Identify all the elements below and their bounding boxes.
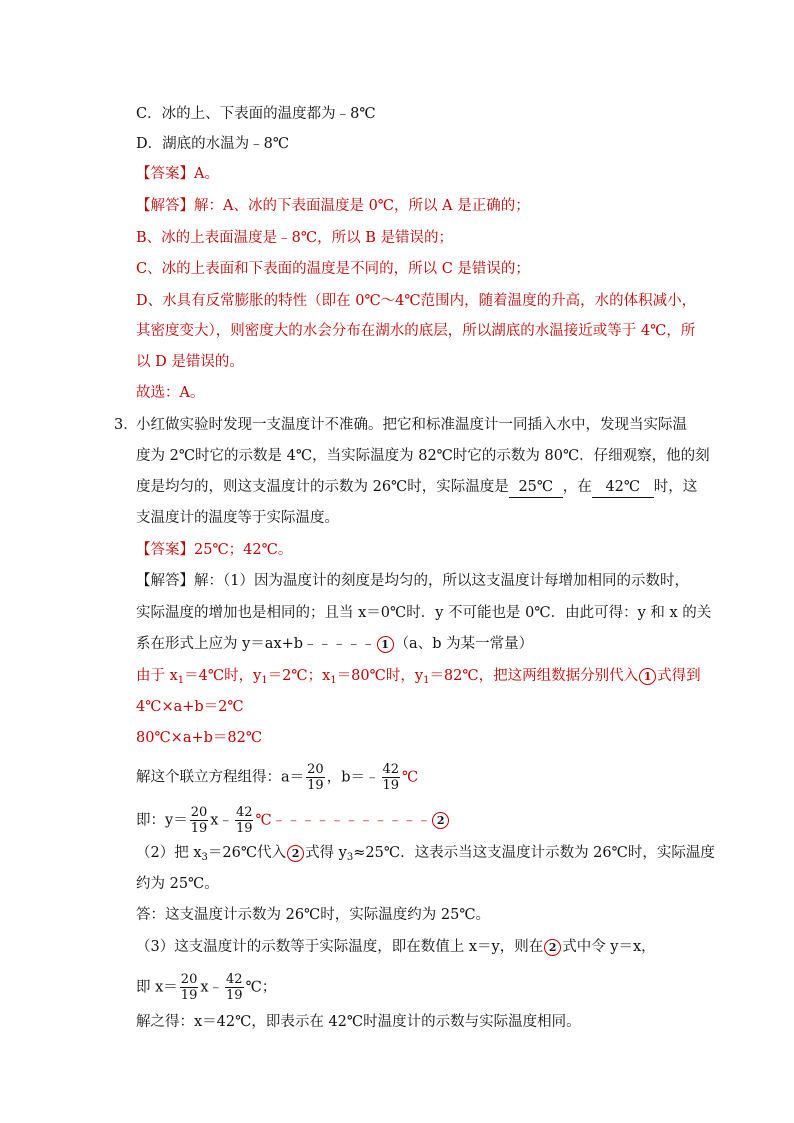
- q3-stem-1: 小红做实验时发现一支温度计不准确。把它和标准温度计一同插入水中，发现当实际温: [136, 417, 687, 433]
- q3-stem-3b: ，在: [562, 479, 592, 495]
- answer-blank-1: 25℃: [509, 477, 563, 498]
- q3-solution-3: [136, 634, 533, 654]
- q2-solution-head: 【解答】解：A、冰的下表面温度是 0℃，所以 A 是正确的；: [136, 198, 530, 214]
- sol4-f: 式得到: [657, 668, 701, 684]
- numerator: 20: [190, 805, 208, 820]
- ie-c: ℃﹣﹣﹣﹣﹣﹣﹣﹣﹣﹣﹣: [255, 812, 432, 829]
- denominator: 19: [226, 988, 243, 1003]
- part2-d: ≈25℃．这表示当这支温度计示数为 26℃时，实际温度: [353, 845, 715, 861]
- q2-solution-b: B、冰的上表面温度是﹣8℃，所以 B 是错误的；: [136, 230, 453, 246]
- numerator: 20: [307, 762, 324, 777]
- denominator: 19: [180, 988, 198, 1003]
- ie-a: 即：y＝: [136, 812, 188, 829]
- solve-c: ℃: [402, 769, 419, 786]
- denominator: 19: [235, 821, 253, 836]
- part3-c: 即 x＝: [136, 979, 178, 996]
- q3-solution-2: 实际温度的增加也是相同的；且当 x＝0℃时．y 不可能也是 0℃．由此可得：y 和 x 的关: [136, 605, 712, 621]
- q2-solution-d3: 以 D 是错误的。: [136, 354, 244, 370]
- solve-a: 解这个联立方程组得：a＝: [136, 769, 305, 786]
- q3-final: 解之得：x＝42℃，即表示在 42℃时温度计的示数与实际温度相同。: [136, 1014, 581, 1030]
- fraction: [235, 805, 254, 836]
- sol4-a: 由于 x: [136, 668, 178, 684]
- numerator: 42: [235, 805, 253, 820]
- q3-solution-3a: 系在形式上应为 y＝ax+b﹣﹣﹣﹣﹣: [136, 636, 376, 652]
- subscript: 1: [177, 675, 185, 686]
- part3-e: ℃；: [245, 979, 277, 996]
- solve-b: ，b＝﹣: [326, 769, 380, 786]
- ie-b: x﹣: [210, 812, 233, 829]
- q3-part-3: [136, 937, 656, 957]
- subscript: 1: [330, 675, 337, 686]
- part2-b: ＝26℃代入: [207, 845, 287, 861]
- circled-number-2: 2: [432, 812, 449, 829]
- q3-part-3-eq: [136, 972, 276, 1003]
- numerator: 42: [382, 762, 400, 777]
- q2-solution-d2: 其密度变大），则密度大的水会分布在湖水的底层，所以湖底的水温接近或等于 4℃，所: [136, 323, 696, 339]
- circled-number-1: 1: [377, 636, 394, 653]
- part3-b: 式中令 y＝x，: [562, 939, 656, 955]
- fraction: [225, 972, 244, 1003]
- circled-number-2: 2: [287, 845, 304, 862]
- subscript: 3: [201, 852, 208, 863]
- part3-d: x﹣: [200, 979, 224, 996]
- subscript: 3: [346, 852, 354, 863]
- q3-ie: [136, 805, 450, 836]
- q2-choose: 故选：A。: [136, 385, 205, 401]
- sol4-e: ＝82℃，把这两组数据分别代入: [429, 668, 639, 684]
- circled-number-2: 2: [544, 939, 561, 956]
- option-d: D．湖底的水温为﹣8℃: [136, 136, 290, 152]
- q3-part-2: [136, 843, 715, 868]
- fraction: [180, 972, 199, 1003]
- q3-solution-4: [136, 666, 701, 691]
- fraction: [190, 805, 209, 836]
- q3-stem-4: 支温度计的温度等于实际温度。: [136, 510, 339, 526]
- q3-stem-3: [136, 477, 697, 498]
- q2-solution-d1: D、水具有反常膨胀的特性（即在 0℃～4℃范围内，随着温度的升高，水的体积减小，: [136, 293, 697, 309]
- denominator: 19: [190, 821, 208, 836]
- equation-2: 80℃×a+b＝82℃: [136, 730, 263, 746]
- q2-answer: 【答案】A。: [136, 166, 219, 182]
- part2-c: 式得 y: [305, 845, 347, 861]
- subscript: 1: [423, 675, 430, 686]
- part2-a: （2）把 x: [136, 845, 202, 861]
- q3-stem-2: 度为 2℃时它的示数是 4℃，当实际温度为 82℃时它的示数为 80℃．仔细观察，他的刻: [136, 448, 710, 464]
- q3-answer: 【答案】25℃；42℃。: [136, 542, 293, 558]
- equation-1: 4℃×a+b＝2℃: [136, 699, 244, 715]
- fraction: [382, 762, 401, 793]
- denominator: 19: [307, 778, 324, 793]
- q3-answer-2: 答：这支温度计示数为 26℃时，实际温度约为 25℃。: [136, 907, 491, 923]
- q2-solution-c: C、冰的上表面和下表面的温度是不同的，所以 C 是错误的；: [136, 261, 530, 277]
- q3-solve: [136, 762, 418, 793]
- q3-stem-3a: 度是均匀的，则这支温度计的示数为 26℃时，实际温度是: [136, 479, 509, 495]
- q3-solution-3b: （a、b 为某一常量）: [394, 636, 534, 652]
- q3-stem-3c: 时，这: [653, 479, 698, 495]
- numerator: 42: [226, 972, 243, 987]
- numerator: 20: [180, 972, 198, 987]
- q3-part-2-cont: 约为 25℃。: [136, 876, 219, 892]
- answer-blank-2: 42℃: [592, 477, 654, 498]
- subscript: 1: [261, 675, 268, 686]
- sol4-c: ＝2℃；x: [267, 668, 331, 684]
- part3-a: （3）这支温度计的示数等于实际温度，即在数值上 x＝y，则在: [136, 939, 544, 955]
- option-c: C．冰的上、下表面的温度都为﹣8℃: [136, 106, 376, 122]
- sol4-d: ＝80℃时，y: [336, 668, 424, 684]
- q3-number: 3．: [114, 417, 138, 433]
- circled-number-1: 1: [639, 668, 656, 685]
- fraction: [306, 762, 325, 793]
- sol4-b: ＝4℃时，y: [184, 668, 262, 684]
- q3-solution-1: 【解答】解：（1）因为温度计的刻度是均匀的，所以这支温度计每增加相同的示数时，: [136, 573, 689, 589]
- denominator: 19: [382, 778, 400, 793]
